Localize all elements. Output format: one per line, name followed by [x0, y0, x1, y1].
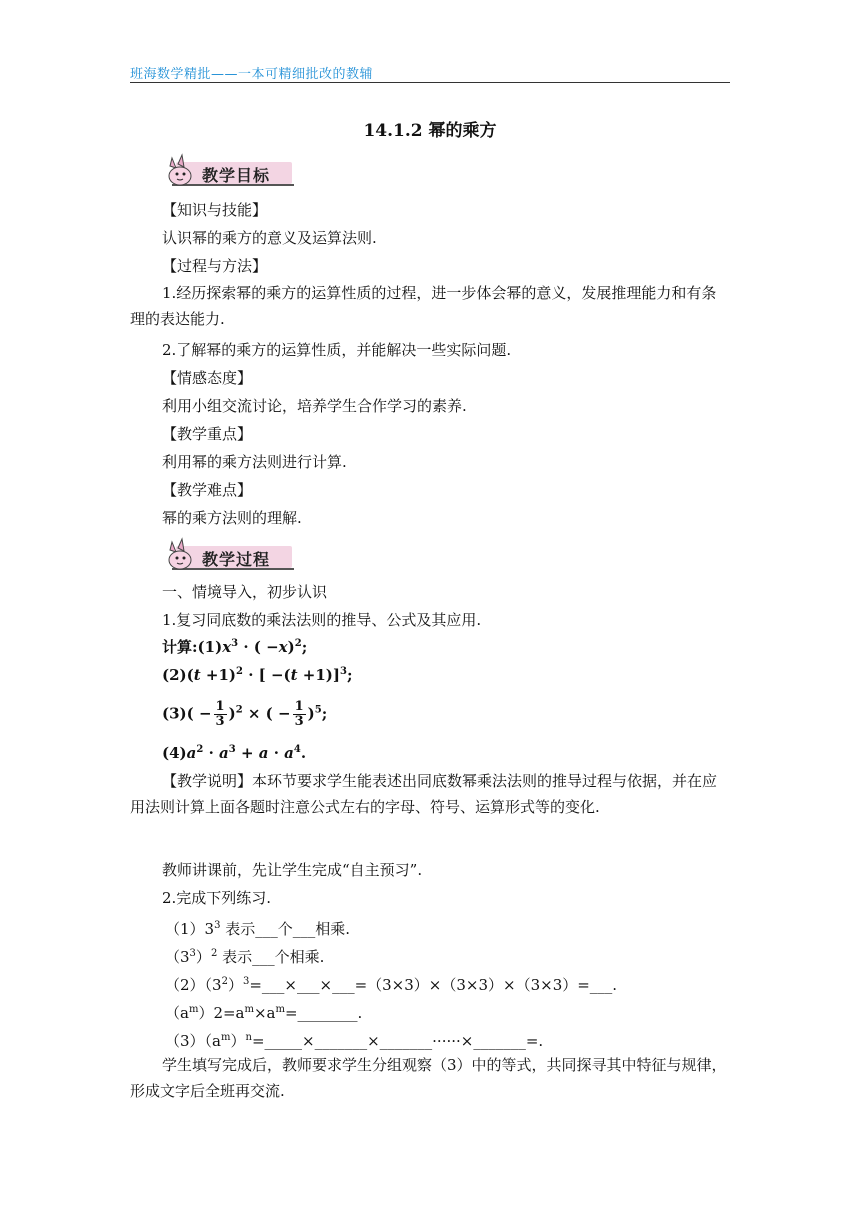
key-text: 利用幂的乘方法则进行计算.: [162, 453, 347, 471]
emotion-text: 利用小组交流讨论，培养学生合作学习的素养.: [162, 397, 467, 415]
exercise-line-5: $(3)(a^m)^n=\_\_\_\_\_\times\_\_\_\_\_\_\_\times\_\_\_\_\_\_\_\cdot\cdot\cdot\cdot\cdot\cdot\times\_\_\_\_\_\_\_=$.: [165, 1032, 544, 1050]
banner-label: 教学过程: [202, 550, 271, 569]
final-paragraph: 学生填写完成后，教师要求学生分组观察（3）中的等式，共同探寻其中特征与规律，形成文字后全班再交流.: [130, 1056, 727, 1100]
math-line-2: $(2)(t +1)^2$ · [ −(t +1)]$^3$;: [162, 666, 353, 684]
knowledge-heading: 【知识与技能】: [162, 201, 268, 219]
header-divider: [130, 82, 730, 83]
process-text-1: 1.经历探索幂的乘方的运算性质的过程，进一步体会幂的意义，发展推理能力和有条理的表达能力.: [130, 284, 717, 328]
exercise-line-2: $(3^3)^2$ 表示___个相乘.: [165, 948, 325, 966]
math-line-4: $(4)a^2 \cdot a^3 + a \cdot a^4$.: [162, 744, 307, 762]
exercise-line-4: $(a^m)2=a^m\times a^m=\_\_\_\_\_\_\_\_$.: [165, 1004, 363, 1022]
practice-item: 2.完成下列练习.: [162, 889, 272, 907]
difficulty-heading: 【教学难点】: [162, 481, 253, 499]
calc-label: 计算: [162, 638, 193, 656]
teacher-note: 教师讲课前，先让学生完成“自主预习”.: [162, 861, 423, 879]
math-line-1: 计算$:(1)x^3$ · ( −x)$^2$;: [162, 638, 308, 656]
exercise-line-3: $(2)(3^2)^3=\_\_\_\times\_\_\_\times\_\_\_=(3\times 3)\times(3\times 3)\times(3\times 3)=\_\_\_$.: [165, 976, 618, 994]
mascot-icon: [162, 152, 202, 188]
process-heading: 【过程与方法】: [162, 257, 268, 275]
review-item: 1.复习同底数的乘法法则的推导、公式及其应用.: [162, 611, 482, 629]
mascot-icon: [162, 536, 202, 572]
section-heading: 一、情境导入，初步认识: [162, 583, 328, 601]
page-title: 14.1.2 幂的乘方: [363, 121, 497, 141]
banner-label: 教学目标: [202, 166, 271, 185]
emotion-heading: 【情感态度】: [162, 369, 253, 387]
math-line-3: (3)( − $\frac{1}{3}$ )$^2$ × ( − $\frac{1}{3}$ )$^5$;: [162, 699, 328, 729]
process-text-2: 2.了解幂的乘方的运算性质，并能解决一些实际问题.: [162, 341, 512, 359]
difficulty-text: 幂的乘方法则的理解.: [162, 509, 302, 527]
knowledge-text: 认识幂的乘方的意义及运算法则.: [162, 229, 377, 247]
section-banner-process: [162, 536, 294, 572]
section-banner-goals: [162, 152, 294, 188]
teaching-explanation: 【教学说明】本环节要求学生能表述出同底数幂乘法法则的推导过程与依据，并在应用法则计算上面各题时注意公式左右的字母、符号、运算形式等的变化.: [130, 772, 718, 816]
header-text: 班海数学精批——一本可精细批改的教辅: [130, 67, 374, 82]
key-heading: 【教学重点】: [162, 425, 253, 443]
exercise-line-1: $(1)3^3$ 表示___个___相乘.: [165, 920, 351, 938]
